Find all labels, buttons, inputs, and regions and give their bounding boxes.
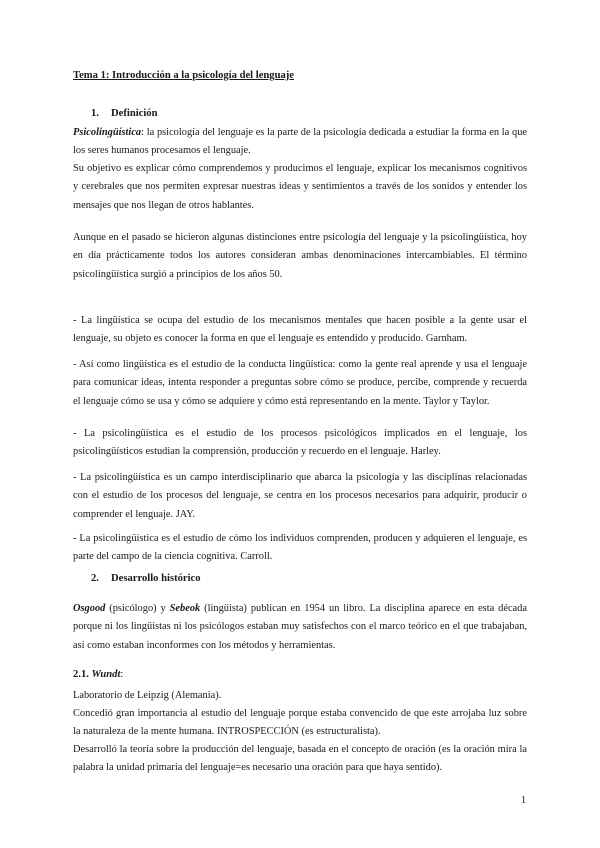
history-note-paragraph: Aunque en el pasado se hicieron algunas distinciones entre psicología del lenguaje y la psicolingüística, hoy en día prácticamente todos los autores consideran ambas denominaciones intercambiables. El término psicolingüística surgió a principios de los años 50.	[73, 232, 527, 280]
section-2-number: 2.	[91, 573, 99, 584]
osgood-name: Osgood	[73, 603, 106, 614]
definition-jay: - La psicolingüística es un campo interdisciplinario que abarca la psicología y las disciplinas relacionadas con el estudio de los procesos del lenguaje, se centra en los procesos necesarios para adquirir, producir o comprender el lenguaje. JAY.	[73, 472, 527, 520]
wundt-name: Wundt	[91, 669, 121, 680]
section-2-text: (lingüista) publican en 1954 un libro. La disciplina aparece en esta década porque ni los lingüistas ni los psicólogos estaban muy satisfechos con el marco teórico en el que trabajaban, así como estaban inconformes con los métodos y herramientas.	[73, 603, 527, 651]
definition-garnham: - La lingüística se ocupa del estudio de los mecanismos mentales que hacen posible a la gente usar el lenguaje, su objeto es conocer la forma en que el lenguaje es entendido y producido. Garnham.	[73, 315, 527, 345]
section-2-1-heading	[73, 669, 123, 680]
definition-harley: - La psicolingüística es el estudio de los procesos psicológicos implicados en el lenguaje, los psicolingüísticos estudian la comprensión, producción y recuerdo en el lenguaje. Harley.	[73, 428, 527, 458]
definition-carroll: - La psicolingüística es el estudio de cómo los individuos comprenden, producen y adquieren el lenguaje, es parte del campo de la ciencia cognitiva. Carroll.	[73, 533, 527, 563]
objective-paragraph: Su objetivo es explicar cómo comprendemos y producimos el lenguaje, explicar los mecanismos cognitivos y cerebrales que nos permiten expresar nuestras ideas y sentimientos a través de los sonidos y entender los mensajes que nos llegan de otros hablantes.	[73, 163, 527, 211]
sebeok-name: Sebeok	[169, 603, 201, 614]
section-2-heading	[91, 573, 201, 584]
osgood-role: (psicólogo) y	[105, 603, 170, 614]
section-1-title: Definición	[111, 108, 158, 119]
definition-term: Psicolingüística	[73, 127, 142, 138]
definition-taylor: - Así como lingüística es el estudio de la conducta lingüística: como la gente real aprende y usa el lenguaje para comunicar ideas, intenta responder a preguntas sobre cómo se produce, percibe, comprende y recuerda el lenguaje cómo se usa y cómo se adquiere y cómo está representando en la mente. Taylor y Taylor.	[73, 359, 527, 407]
section-2-title: Desarrollo histórico	[111, 573, 201, 584]
page-title: Tema 1: Introducción a la psicología del lenguaje	[73, 70, 295, 81]
section-2-paragraph	[73, 600, 527, 655]
lab-line: Laboratorio de Leipzig (Alemania).	[73, 690, 222, 701]
section-2-1-number: 2.1.	[73, 669, 89, 680]
section-1-heading	[91, 108, 158, 119]
theory-paragraph: Desarrolló la teoría sobre la producción del lenguaje, basada en el concepto de oración (es la oración mira la palabra la unidad primaria del lenguaje=es necesario una oración para que haya sentido).	[73, 744, 527, 774]
section-1-number: 1.	[91, 108, 99, 119]
section-2-1-colon: :	[120, 669, 124, 680]
importance-paragraph: Concedió gran importancia al estudio del lenguaje porque estaba convencido de que este arrojaba luz sobre la naturaleza de la mente humana. INTROSPECCIÓN (es estructuralista).	[73, 708, 527, 738]
definition-text: : la psicología del lenguaje es la parte de la psicología dedicada a estudiar la forma en la que los seres humanos procesamos el lenguaje.	[73, 127, 527, 157]
definition-paragraph	[73, 124, 527, 161]
page-number: 1	[521, 795, 526, 806]
